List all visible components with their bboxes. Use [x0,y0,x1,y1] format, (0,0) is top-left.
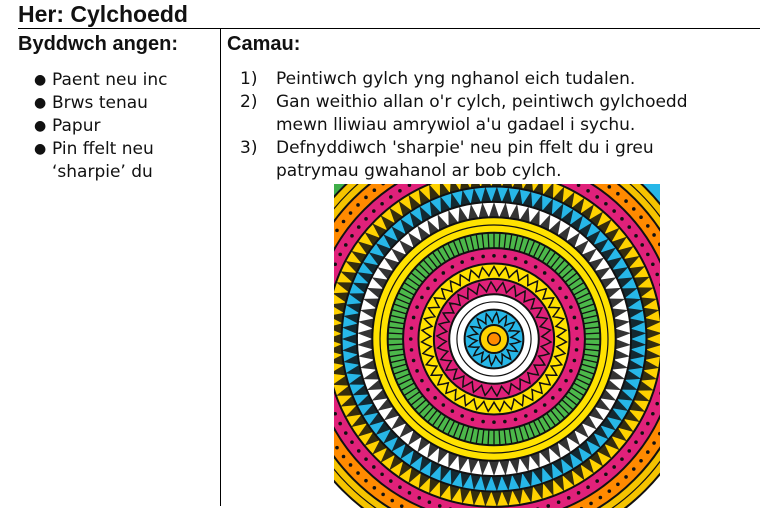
list-item [34,92,167,115]
step-text: Defnyddiwch 'sharpie' neu pin ffelt du i greu [276,138,654,158]
step-text: mewn lliwiau amrywiol a'u gadael i sychu. [276,115,636,135]
list-item-text: Paent neu inc [52,70,168,90]
list-item-text: ‘sharpie’ du [52,162,153,182]
bullet-icon: ● [34,118,47,134]
list-item [34,115,167,138]
artwork-image [334,184,660,508]
step-text: patrymau gwahanol ar bob cylch. [276,161,562,181]
needs-list [34,69,167,184]
list-item-continuation [34,161,167,184]
list-item [34,69,167,92]
step-item [240,91,740,137]
step-text: Peintiwch gylch yng nghanol eich tudalen. [276,69,636,89]
step-text: Gan weithio allan o'r cylch, peintiwch gylchoedd [276,92,688,112]
bullet-icon: ● [34,72,47,88]
list-item-text: Brws tenau [52,93,148,113]
concentric-circles-artwork [334,184,660,508]
step-number: 1) [240,69,258,89]
step-number: 3) [240,138,258,158]
page-title: Her: Cylchoedd [18,1,188,27]
list-item-text: Papur [52,116,101,136]
header-divider [18,28,760,29]
column-divider [220,28,221,506]
step-item [240,68,740,91]
bullet-icon: ● [34,141,47,157]
needs-heading: Byddwch angen: [18,33,179,55]
steps-list [240,68,740,183]
step-number: 2) [240,92,258,112]
list-item-text: Pin ffelt neu [52,139,154,159]
step-item [240,137,740,183]
steps-heading: Camau: [227,33,301,55]
bullet-icon: ● [34,95,47,111]
list-item [34,138,167,161]
